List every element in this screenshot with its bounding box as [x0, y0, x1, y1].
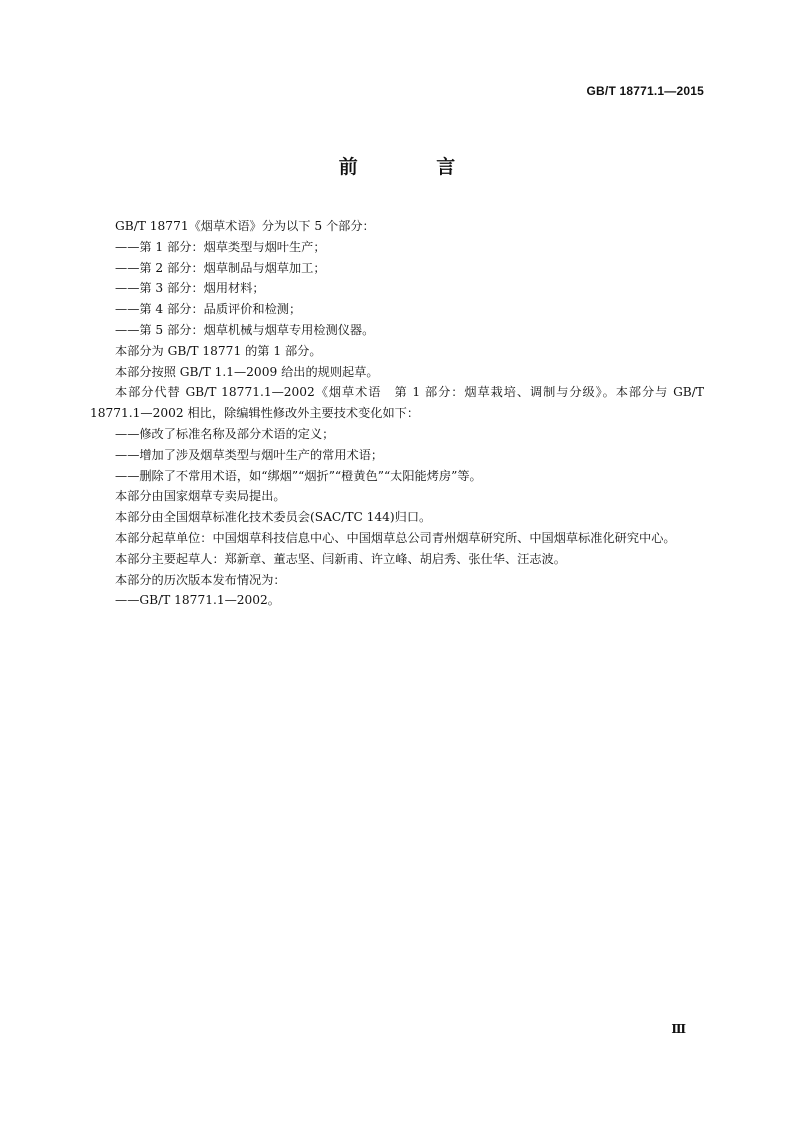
- paragraph: 本部分为 GB/T 18771 的第 1 部分。: [115, 343, 322, 358]
- list-item: ——第 2 部分：烟草制品与烟草加工；: [115, 260, 326, 275]
- page-number: Ⅲ: [671, 1022, 686, 1036]
- list-item: ——增加了涉及烟草类型与烟叶生产的常用术语；: [115, 447, 384, 462]
- paragraph: 本部分起草单位：中国烟草科技信息中心、中国烟草总公司青州烟草研究所、中国烟草标准化研究中心。: [115, 530, 676, 545]
- list-item: ——删除了不常用术语，如“绑烟”“烟折”“橙黄色”“太阳能烤房”等。: [115, 468, 482, 483]
- paragraph: 本部分主要起草人：郑新章、董志坚、闫新甫、许立峰、胡启秀、张仕华、汪志波。: [115, 551, 566, 566]
- page-title: 前 言: [338, 156, 492, 178]
- paragraph: 本部分由国家烟草专卖局提出。: [115, 489, 286, 504]
- list-item: ——第 3 部分：烟用材料；: [115, 281, 265, 296]
- paragraph: 本部分代替 GB/T 18771.1—2002《烟草术语 第 1 部分：烟草栽培、调制与分级》。本部分与 GB/T 18771.1—2002 相比，除编辑性修改外主要技术变化如下：: [90, 385, 704, 421]
- list-item: ——GB/T 18771.1—2002。: [115, 593, 280, 608]
- standard-code: GB/T 18771.1—2015: [586, 84, 704, 98]
- list-item: ——修改了标准名称及部分术语的定义；: [115, 426, 335, 441]
- paragraph: 本部分按照 GB/T 1.1—2009 给出的规则起草。: [115, 364, 379, 379]
- list-item: ——第 1 部分：烟草类型与烟叶生产；: [115, 239, 326, 254]
- list-item: ——第 5 部分：烟草机械与烟草专用检测仪器。: [115, 322, 375, 337]
- paragraph: GB/T 18771《烟草术语》分为以下 5 个部分：: [115, 219, 375, 233]
- list-item: ——第 4 部分：品质评价和检测；: [115, 302, 302, 317]
- paragraph: 本部分由全国烟草标准化技术委员会(SAC/TC 144)归口。: [115, 510, 432, 525]
- foreword-body: [90, 216, 704, 611]
- paragraph: 本部分的历次版本发布情况为：: [115, 572, 286, 587]
